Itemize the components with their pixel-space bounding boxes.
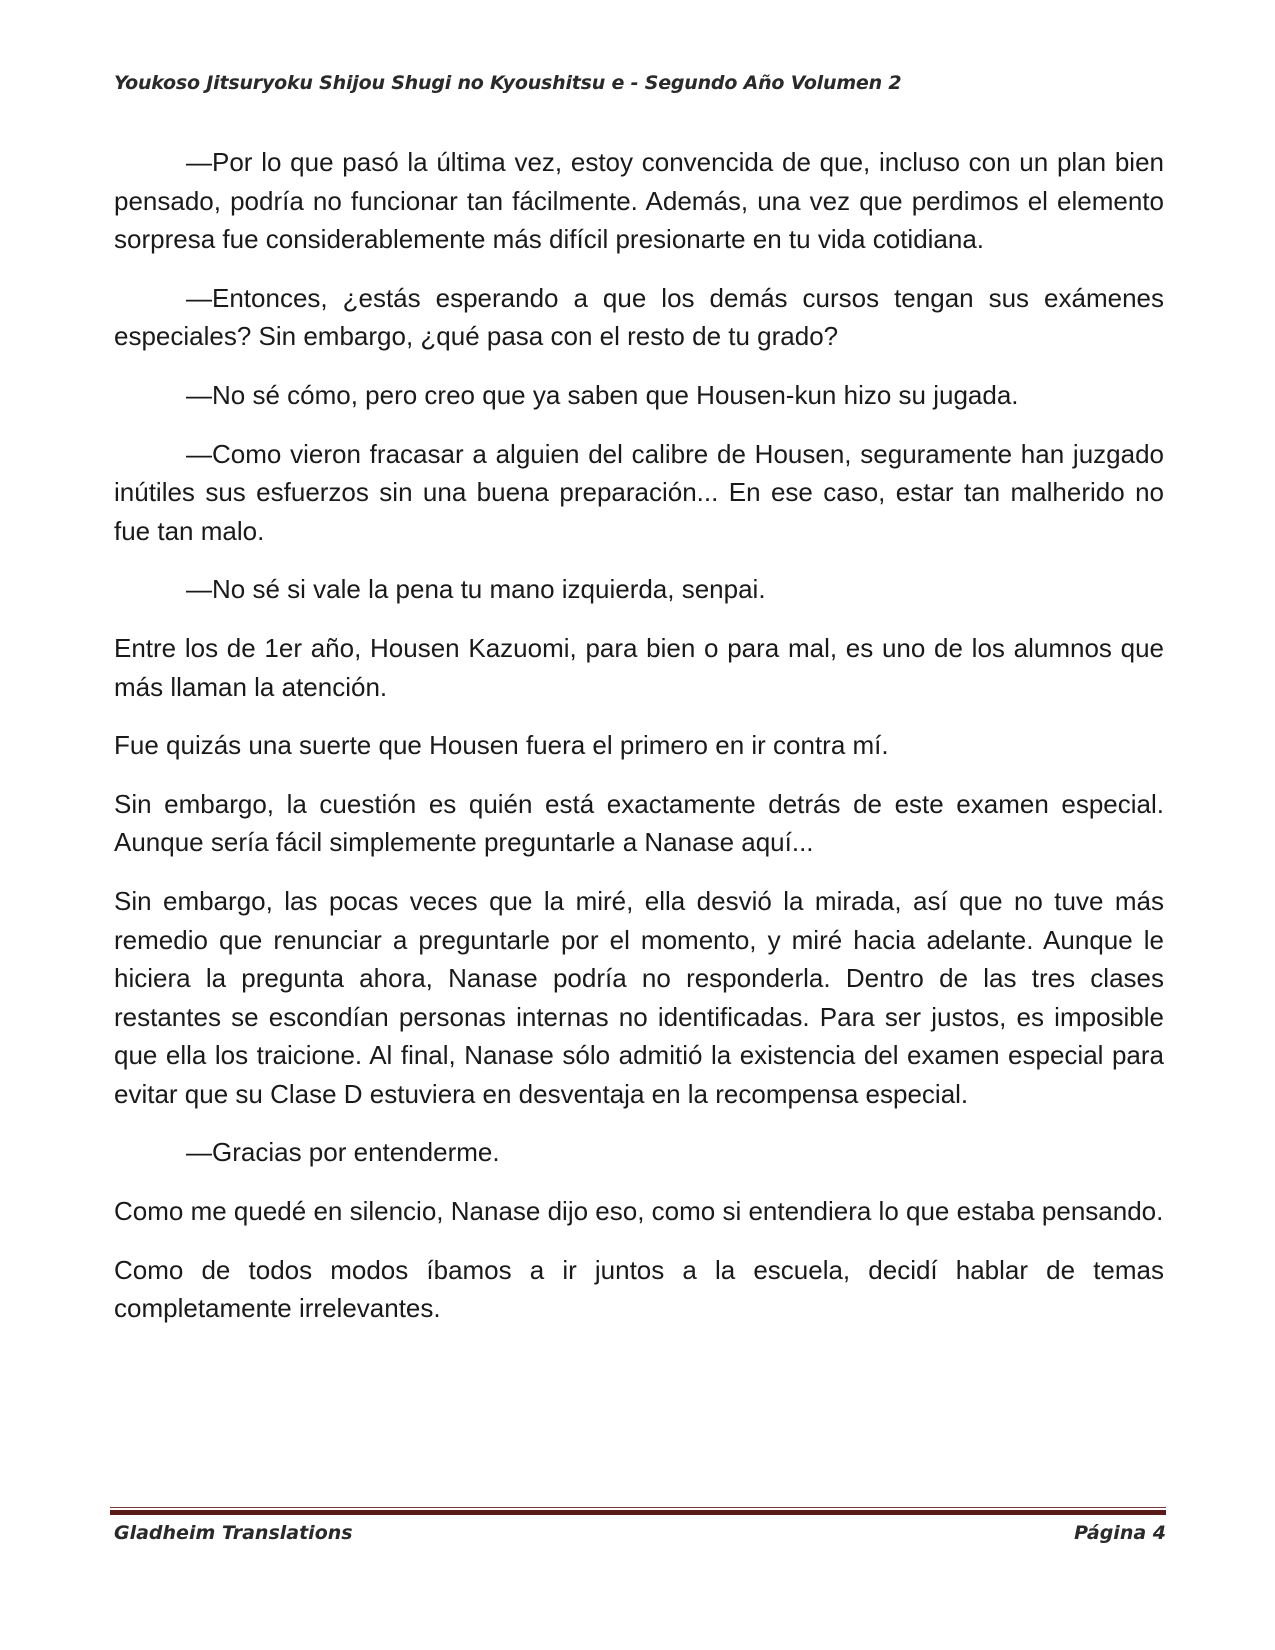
paragraph-7: Fue quizás una suerte que Housen fuera el primero en ir contra mí. bbox=[114, 730, 889, 761]
paragraph-8: Sin embargo, la cuestión es quién está exactamente detrás de este examen especial. Aunque sería fácil simplemente preguntarle a Nanase aquí... bbox=[114, 788, 1164, 858]
paragraph-5: —No sé si vale la pena tu mano izquierda, senpai. bbox=[186, 574, 766, 605]
page-number: Página 4 bbox=[1074, 1522, 1166, 1544]
running-header: Youkoso Jitsuryoku Shijou Shugi no Kyoushitsu e - Segundo Año Volumen 2 bbox=[114, 72, 902, 94]
paragraph-11: Como me quedé en silencio, Nanase dijo eso, como si entendiera lo que estaba pensando. bbox=[114, 1196, 1164, 1227]
paragraph-1: —Por lo que pasó la última vez, estoy convencida de que, incluso con un plan bien pensado, podría no funcionar tan fácilmente. Además, una vez que perdimos el elemento sorpresa fue considerablemente más difícil presionarte en tu vida cotidiana. bbox=[114, 147, 1164, 255]
paragraph-2: —Entonces, ¿estás esperando a que los demás cursos tengan sus exámenes especiales? Sin embargo, ¿qué pasa con el resto de tu grado? bbox=[114, 282, 1164, 352]
paragraph-6: Entre los de 1er año, Housen Kazuomi, para bien o para mal, es uno de los alumnos que más llaman la atención. bbox=[114, 632, 1164, 702]
footer-credit: Gladheim Translations bbox=[114, 1522, 353, 1544]
page-footer bbox=[114, 1522, 1166, 1544]
footer-divider bbox=[110, 1507, 1166, 1515]
paragraph-10: —Gracias por entenderme. bbox=[186, 1137, 500, 1168]
body-text bbox=[114, 143, 1164, 1348]
paragraph-4: —Como vieron fracasar a alguien del calibre de Housen, seguramente han juzgado inútiles sus esfuerzos sin una buena preparación... En ese caso, estar tan malherido no fue tan malo. bbox=[114, 438, 1164, 546]
paragraph-12: Como de todos modos íbamos a ir juntos a la escuela, decidí hablar de temas completamente irrelevantes. bbox=[114, 1254, 1164, 1324]
paragraph-3: —No sé cómo, pero creo que ya saben que Housen-kun hizo su jugada. bbox=[186, 379, 1019, 410]
paragraph-9: Sin embargo, las pocas veces que la miré, ella desvió la mirada, así que no tuve más remedio que renunciar a preguntarle por el momento, y miré hacia adelante. Aunque le hiciera la pregunta ahora, Nanase podría no responderla. Dentro de las tres clases restantes se escondían personas internas no identificadas. Para ser justos, es imposible que ella los traicione. Al final, Nanase sólo admitió la existencia del examen especial para evitar que su Clase D estuviera en desventaja en la recompensa especial. bbox=[114, 885, 1164, 1109]
